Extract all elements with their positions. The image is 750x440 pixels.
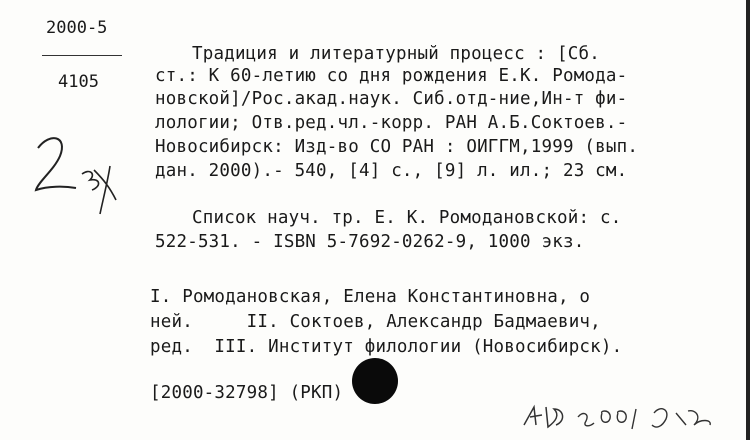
tracing-line-1: I. Ромодановская, Елена Константиновна, о	[150, 287, 591, 307]
bib-line-4: лологии; Отв.ред.чл.-корр. РАН А.Б.Соктоев.-	[155, 113, 628, 133]
call-number: 4105	[58, 72, 99, 92]
handwritten-date-note	[520, 395, 720, 435]
bib-line-5: Новосибирск: Изд-во СО РАН : ОИГГМ,1999 (вып.	[155, 137, 639, 157]
card-right-edge	[746, 0, 750, 440]
record-number: [2000-32798] (РКП)	[150, 383, 344, 403]
bib-line-1: Традиция и литературный процесс : [Сб.	[192, 44, 600, 64]
bib-line-3: новской]/Рос.акад.наук. Сиб.отд-ние,Ин-т фи-	[155, 89, 628, 109]
code-divider	[42, 55, 122, 56]
bib-line-2: ст.: К 60-летию со дня рождения Е.К. Ромода-	[155, 66, 628, 86]
bib-line-6: дан. 2000).- 540, [4] с., [9] л. ил.; 23 см.	[155, 161, 628, 181]
bib-line-8: 522-531. - ISBN 5-7692-0262-9, 1000 экз.	[155, 232, 585, 252]
tracing-line-3: ред. III. Институт филологии (Новосибирск).	[150, 337, 623, 357]
bib-line-7: Список науч. тр. Е. К. Ромодановской: с.	[192, 208, 622, 228]
tracing-line-2: ней. II. Соктоев, Александр Бадмаевич,	[150, 312, 601, 332]
punch-hole	[352, 358, 398, 404]
year-code: 2000-5	[46, 18, 108, 38]
handwritten-copies-mark	[30, 130, 140, 220]
